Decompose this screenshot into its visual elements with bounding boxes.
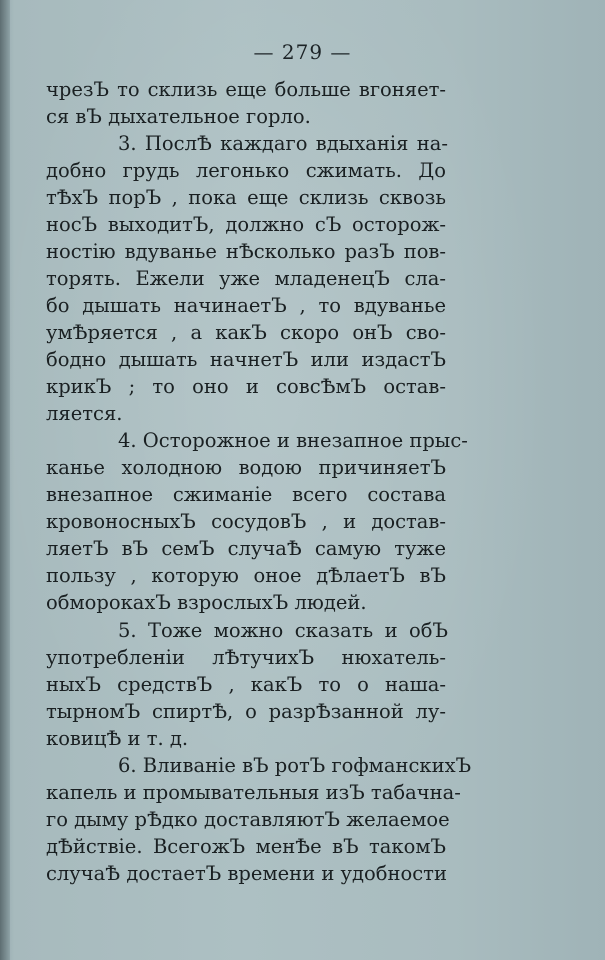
text-line: 6. Вливаніе вЪ ротЪ гофманскихЪ	[118, 754, 472, 777]
text-line: носЪ выходитЪ, должно сЪ осторож-	[46, 213, 446, 236]
text-line: случаѢ достаетЪ времени и удобности	[46, 862, 447, 885]
text-line: канье холодною водою причиняетЪ	[46, 456, 446, 479]
text-line: 5. Тоже можно сказать и обЪ	[118, 619, 448, 642]
text-line: кровоносныхЪ сосудовЪ , и достав-	[46, 510, 446, 533]
text-line: обморокахЪ взрослыхЪ людей.	[46, 591, 367, 614]
text-line: го дыму рѢдко доставляютЪ желаемое	[46, 808, 450, 831]
text-line: ностію вдуванье нѢсколько разЪ пов-	[46, 240, 446, 263]
text-line: ковицѢ и т. д.	[46, 727, 189, 750]
text-line: пользу , которую оное дѢлаетЪ вЪ	[46, 564, 446, 587]
text-line: торять. Ежели уже младенецЪ сла-	[46, 267, 446, 290]
text-line: ся вЪ дыхательное горло.	[46, 105, 311, 128]
text-line: добно грудь легонько сжимать. До	[46, 159, 446, 182]
text-line: тѢхЪ порЪ , пока еще склизь сквозь	[46, 186, 446, 209]
text-line: бо дышать начинаетЪ , то вдуванье	[46, 294, 446, 317]
text-line: ныхЪ средствЪ , какЪ то о наша-	[46, 673, 446, 696]
text-line: чрезЪ то склизь еще больше вгоняет-	[46, 78, 446, 101]
text-line: употребленіи лѢтучихЪ нюхатель-	[46, 646, 446, 669]
text-line: капель и промывательныя изЪ табачна-	[46, 781, 461, 804]
text-line: ляется.	[46, 402, 123, 425]
text-line: бодно дышать начнетЪ или издастЪ	[46, 348, 446, 371]
text-line: дѢйствіе. ВсегожЪ менѢе вЪ такомЪ	[46, 835, 446, 858]
text-line: 4. Осторожное и внезапное прыс-	[118, 429, 468, 452]
page-binding-edge	[0, 0, 10, 960]
text-line: тырномЪ спиртѢ, о разрѢзанной лу-	[46, 700, 446, 723]
page-number: — 279 —	[253, 40, 352, 64]
text-line: умѢряется , а какЪ скоро онЪ сво-	[46, 321, 446, 344]
text-line: крикЪ ; то оно и совсѢмЪ остав-	[46, 375, 446, 398]
text-line: ляетЪ вЪ семЪ случаѢ самую туже	[46, 537, 446, 560]
text-line: внезапное сжиманіе всего состава	[46, 483, 446, 506]
text-line: 3. ПослѢ каждаго вдыханія на-	[118, 132, 448, 155]
